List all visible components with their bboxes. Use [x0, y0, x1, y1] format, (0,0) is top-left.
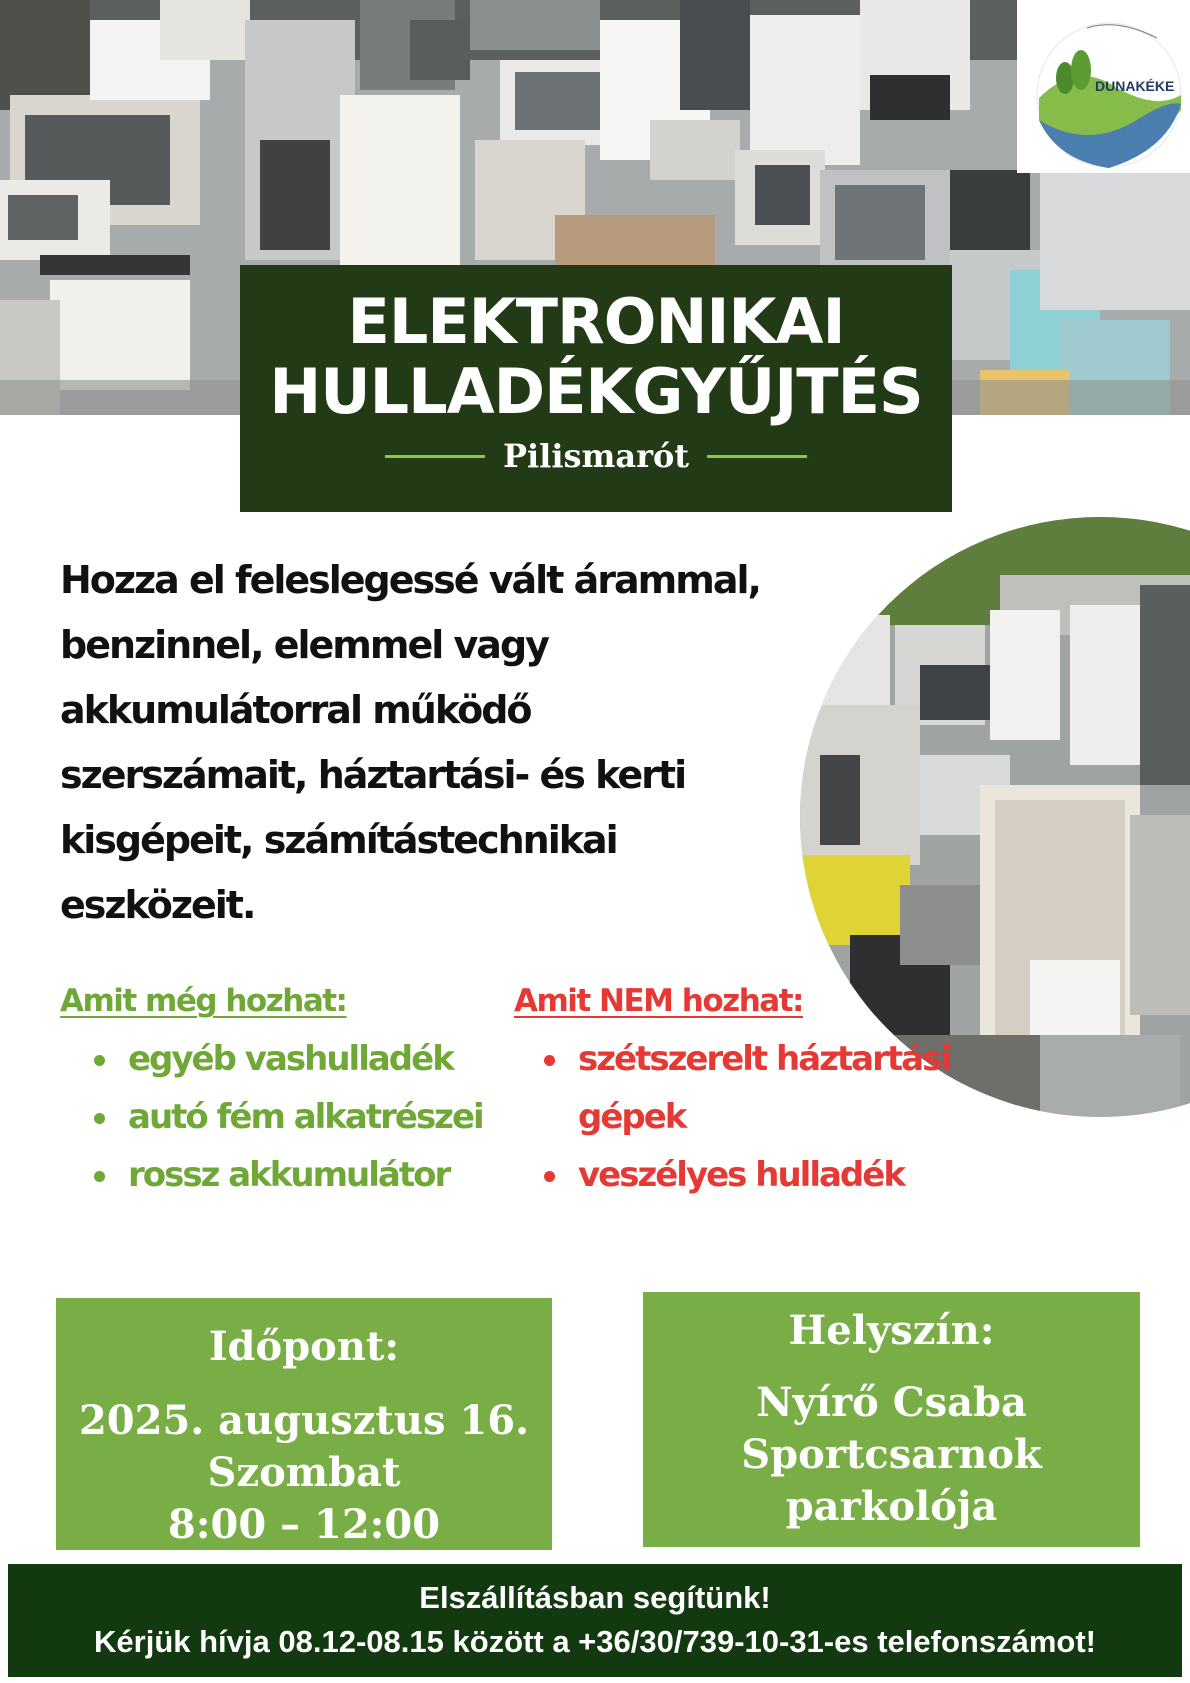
title-line-1: ELEKTRONIKAI [347, 285, 845, 358]
time-heading: Időpont: [208, 1323, 400, 1370]
logo [1017, 0, 1190, 173]
list-item: szétszerelt háztartási gépek [540, 1030, 980, 1146]
decorative-rule-right [707, 455, 807, 458]
title-line-2: HULLADÉKGYŰJTÉS [269, 355, 923, 428]
intro-text: Hozza el feleslegessé vált árammal, benzinnel, elemmel vagy akkumulátorral működő szerszámait, háztartási- és kerti kisgépeit, számítástechnikai eszközeit. [60, 558, 760, 927]
place-line-2: Sportcsarnok [741, 1431, 1042, 1478]
decorative-rule-left [385, 455, 485, 458]
list-item: autó fém alkatrészei [90, 1088, 510, 1146]
event-day: Szombat [207, 1449, 401, 1496]
not-allowed-title: Amit NEM hozhat: [514, 983, 803, 1019]
place-line-3: parkolója [785, 1483, 998, 1530]
subtitle-row [240, 437, 952, 475]
list-item: veszélyes hulladék [540, 1146, 980, 1204]
allowed-title: Amit még hozhat: [60, 983, 347, 1019]
footer-contact: Kérjük hívja 08.12-08.15 között a +36/30/739-10-31-es telefonszámot! [94, 1624, 1096, 1659]
footer-banner [8, 1564, 1182, 1677]
event-hours: 8:00 – 12:00 [167, 1501, 441, 1548]
list-item: egyéb vashulladék [90, 1030, 510, 1088]
logo-name: DUNAKÉKE [1095, 78, 1175, 94]
list-item: rossz akkumulátor [90, 1146, 510, 1204]
place-line-1: Nyírő Csaba [756, 1379, 1027, 1426]
time-box [56, 1298, 552, 1550]
not-allowed-list [540, 1030, 980, 1204]
place-heading: Helyszín: [788, 1307, 995, 1354]
place-details [643, 1377, 1140, 1533]
time-details [56, 1395, 552, 1551]
event-date: 2025. augusztus 16. [78, 1397, 530, 1444]
location-subtitle: Pilismarót [502, 437, 690, 475]
place-box [643, 1292, 1140, 1547]
allowed-list [90, 1030, 510, 1204]
title-banner [240, 265, 952, 512]
footer-headline: Elszállításban segítünk! [419, 1580, 771, 1615]
